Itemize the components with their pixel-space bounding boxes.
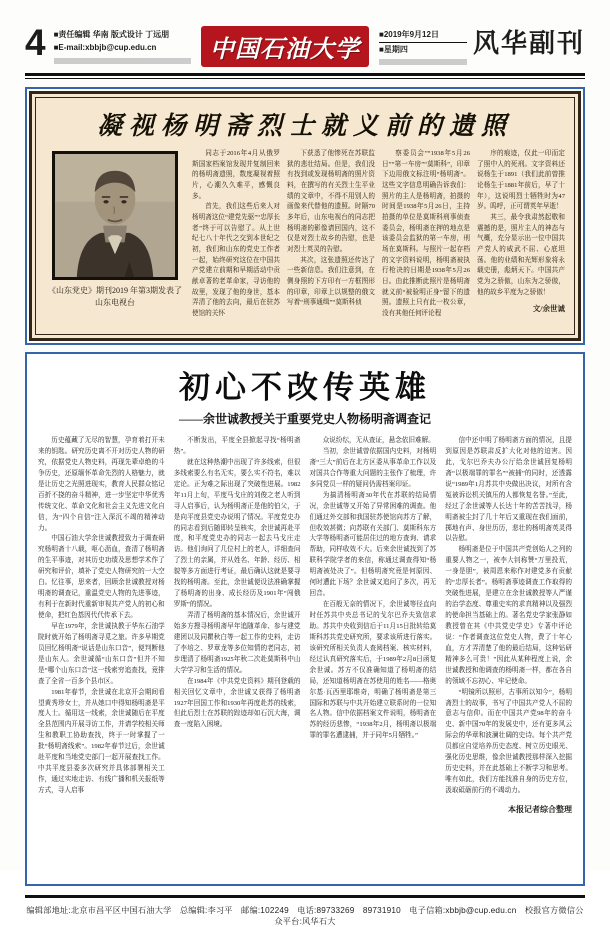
date-block bbox=[379, 29, 467, 65]
date-divider bbox=[379, 42, 467, 43]
paragraph: 其次，这张遗照还传达了一些新信息。我们注意到，在侧身照的下方印有一方框图形的印章，印章上以规整的俄文写着“刑事通缉”“莫斯科侦 bbox=[287, 256, 375, 307]
article2-title: 初心不改传英雄 bbox=[179, 370, 431, 405]
paragraph: 弄清了杨明斋的基本情况后，余世诚开始多方搜寻杨明斋早年追随革命、参与建党建团以及同瞿秋白等一起工作的史料，走访了李培之、罗章龙等多位知情的老同志，初步理清了杨明斋1925年秋二次赴莫斯科中山大学学习和生活的情况。 bbox=[173, 612, 301, 674]
paragraph: 其三，最令我肃然起敬和震撼的是，照片主人的神态与气概，充分显示出一位中国共产党人的威武不屈、心底坦荡。他的业绩和光辉形象将永载史册，彪炳天下。中国共产党为之骄傲，山东为之骄傲，他的故乡平度为之骄傲！ bbox=[477, 214, 565, 296]
article2-body bbox=[38, 436, 572, 874]
footer-info-line: 编辑部地址:北京市昌平区中国石油大学 总编辑:李习平 邮编:102249 电话:89733269 89731910 电子信箱:xbbjb@cup.edu.cn 校报官方微信公众平台:风华石大 bbox=[26, 906, 584, 926]
page-number: 4 bbox=[25, 22, 46, 63]
paragraph: 早在1979年，余世诚执教于华东石油学院时就开始了杨明斋寻觅之旅。许多早期党员回忆杨明斋“说话是山东口音”，便判断他是山东人。余世诚循“山东口音”但并不知是“哪个山东口音”这一线索穷追查找，竟排查了全省一百多个县市区。 bbox=[38, 622, 165, 685]
article2-column-1 bbox=[38, 436, 165, 874]
paragraph: 在1984年《中共党史资料》期刊登载的相关回忆文章中，余世诚又获得了杨明斋1927年回国工作和1930年再度赴苏的线索，但此后烈士在苏联的踪迹却如石沉大海，调查一度陷入困境。 bbox=[173, 677, 301, 729]
paragraph: 同志于2016年4月从俄罗斯国家档案馆发现并复制回来的杨明斋遗照，数度凝视着照片，心潮久久难平，感慨良多。 bbox=[192, 150, 280, 200]
article1-column-2 bbox=[287, 149, 375, 327]
paragraph: 下获悉了他惨死在苏联监狱的悲壮结局。但是，我们没有找到或发现杨明斋的照片资料，在撰写的有关烈士生平业绩的文章中，不得不用别人的画像来代替他的遗照。时隔70多年后，山东电视台的同志把杨明斋的影像请回国内，这不仅是对烈士故乡的告慰，也是对烈士英灵的告慰。 bbox=[287, 150, 375, 254]
paragraph: 众说纷纭，无从查证，悬念依旧难解。 bbox=[322, 437, 435, 444]
paragraph: 1981年春节，余世诚在北京开会期间看望黄秀珍女士，并从她口中得知杨明斋是平度人士。循用这一线索，余世诚随后在平度全县范围内开展寻访工作，并请学校相关师生和教职工协助查找，终于一时掌握了一批“杨明斋线索”。1982年春节过后，余世诚赴平度和当地党史部门一起开展查找工作。中共平度县委多次研究并具体部署相关工作，通过实地走访、有线广播和机关报纸等方式，寻人启事 bbox=[38, 688, 165, 794]
article2-frame bbox=[25, 352, 585, 886]
paragraph: “明镜所以照形，古事所以知今”，杨明斋烈士的故事，书写了中国共产党人不屈的意志与信仰。而在中国共产党98年的奋斗史、新中国70年的发展史中，还有更多风云际会的华章和波澜壮阔的史诗。每个共产党员都应自觉培养历史态度、树立历史眼光、强化历史思维，像余世诚教授那样深入挖掘历史史料，并在此基础上不断学习和思考。唯有如此，我们方能找准自身的历史方位，汲取砥砺前行的不竭动力。 bbox=[445, 688, 572, 794]
photo-caption: 《山东党史》期刊2019 年第3期发表了山东电视台 bbox=[48, 286, 182, 307]
editor-line: ■责任编辑 华南 版式设计 丁远朋 bbox=[53, 30, 170, 39]
article1-title: 凝视杨明斋烈士就义前的遗照 bbox=[96, 113, 513, 140]
article2-column-2 bbox=[174, 436, 301, 874]
header-rule-thin bbox=[25, 78, 585, 79]
portrait-photo bbox=[52, 151, 178, 280]
article1-column-1 bbox=[192, 149, 280, 327]
paragraph: 序的痕迹，仅此一印而定了照中人的死刑。文字资料还说杨生于1891（我们此前曾推论杨生于1881年前后，早了十年），这说明烈士牺牲时为47岁。呜呼，正可谓英年早逝！ bbox=[477, 150, 565, 211]
article2-column-4-text bbox=[445, 436, 572, 797]
header-rule-thick bbox=[25, 73, 585, 76]
masthead-banner bbox=[201, 26, 369, 67]
article1-column-4-text bbox=[477, 149, 565, 298]
footer-rule bbox=[25, 895, 585, 898]
paragraph: 察委员会”“1938年5月26日”“第一车房”“莫斯科”，印章下边用俄文标注明“杨明斋”。这些文字信息明确告诉我们：照片的主人是杨明斋，拍摄的时间是1938年5月26日，主持拍摄的单位是莫斯科刑事侦查委员会，杨明斋在押的地点是该委员会监狱的第一车房，刑场在莫斯科。与照片一起存档的文字资料说明，杨明斋被执行枪决的日期是1938年5月26日。由此推断此照片是杨明斋就义前“被验明正身”留下的遗照。遗照上只有此一枚公章，没有其他任何评论程 bbox=[382, 150, 470, 318]
article1-body bbox=[45, 149, 565, 327]
article1-column-4 bbox=[477, 149, 565, 327]
paragraph: 为搞清杨明斋30年代在苏联的结局情况，余世诚等又开始了异常困难的调查。他们通过外交部和我国驻苏使馆向苏方了解，但收效甚微；向苏联有关部门、莫斯科东方大学等杨明斋可能居住过的地方查询、请求帮助，同样收效不大。后来余世诚找到了苏联科学院学者的来信，称通过调查得知“杨明斋被处决了”。但杨明斋究竟是何原因、何时遭此下场？余世诚又追问了多次，再无回音。 bbox=[309, 491, 437, 598]
paragraph: 中国石油大学余世诚教授致力于调查研究杨明斋十八载，呕心沥血，查清了杨明斋的生平事迹，对其历史功绩及思想学术作了研究和评价，填补了党史人物研究的一大空白。忆往事，思来者，回顾余世诚教授对杨明斋的调查记，重温党史人物的先进事迹，有利于在新时代重新审视共产党人的初心和使命，把红色基因代代传承下去。 bbox=[38, 535, 165, 619]
weekday-line: ■星期四 bbox=[378, 45, 408, 54]
article2-tagline: 本报记者综合整理 bbox=[508, 804, 572, 814]
page-header bbox=[25, 22, 585, 67]
paragraph: 信中还申明了杨明斋方面的情况，且提到原因是苏联肃反扩大化对他的迫害。因此，戈尔巴乔夫办公厅给余世诚回复杨明斋“以极端罪的罪名”“被捕”的同时，还透露说“1989年1月苏共中央做出决议，对所有含冤被诉讼机关镇压的人都恢复名誉。”至此，经过了余世诚等人长达十年的苦苦找寻，杨明斋被尘封了几十年后又重现在我们面前，掷地有声、身世历历，悲壮的杨明斋英灵得以告慰。 bbox=[445, 437, 572, 543]
article2-column-3 bbox=[310, 436, 437, 874]
date-line: ■2019年9月12日 bbox=[378, 30, 439, 39]
paragraph: 就在这种热潮中出现了许多线索，但很多线索要么有名无实，要么实不符名，难以定论。正为难之际出现了突破性进展。1982年11月上旬，平度马戈庄的刘俊之老人听到寻人启事后，认为杨明斋正是他的伯父，于是向平度县党史办说明了情况。平度党史办的同志看到后随即转呈核实，余世诚再赴平度，和平度党史办的同志一起去马戈庄走访。他们询问了几位村上的老人，详细查问了烈士的亲属，并从姓名、年龄、经历、相貌等多方面进行考证，最后确认这就是要寻找的杨明斋。至此，余世诚便设法准确掌握了杨明斋的出身、成长经历及1901年“闯俄罗斯”的情况。 bbox=[173, 458, 301, 609]
date-section-block bbox=[379, 26, 585, 65]
paragraph: 历史蕴藏了无尽的智慧，孕育着打开未来的钥匙。研究历史离不开对历史人物的研究，依据党史人物史料，再现先辈卓绝的斗争历史，还原缅怀革命先烈的人格魅力，就是让历史之光照进现实，教育人民群众铭记百折不挠的奋斗精神，进一步坚定中华优秀传统文化、革命文化和社会主义先进文化自信，为“四个自信”注入深沉不竭的精神动力。 bbox=[38, 437, 165, 532]
header-gray-strip-left bbox=[54, 58, 191, 64]
article2-subtitle: ——余世诚教授关于重要党史人物杨明斋调查记 bbox=[178, 412, 431, 426]
email-line: ■E-mail:xbbjb@cup.edu.cn bbox=[53, 42, 157, 52]
portrait-illustration bbox=[55, 154, 175, 277]
paragraph: 杨明斋是位于中国共产党创始人之列的重要人物之一，被李大钊称赞“万里投荒，一身是胆”，被周恩来称作对建党多有贡献的“忠厚长者”。杨明斋事迹调查工作取得的突破性进展，是建立在余世诚教授等人严谨的治学态度、尊重史实的求真精神以及强烈的使命担当基础上的。著名党史学家张静如教授曾在其《中共党史学史》专著中评论说：“作者调查这位党史人物，费了十年心血，方才弄清楚了他的最后结局，这种钻研精神多么可贵！”因此从某种程度上说，余世诚教授和他调查的杨明斋一样，都在各自的领域不忘初心、牢记使命。 bbox=[445, 546, 572, 685]
paragraph: 首先，我们这些后来人对杨明斋这位“建党先驱”“忠厚长者”终于可以告慰了。从上世纪七八十年代之交到本世纪之初，我们和山东的党史工作者一起，始终研究这位在中国共产党建立前期和早期活动中贡献卓著的老革命家，寻访他的故里，发现了他的身世，基本弄清了他的去向，最后在驻苏使馆的关怀 bbox=[192, 203, 280, 318]
photo-block bbox=[45, 149, 185, 327]
article2-column-4 bbox=[445, 436, 572, 874]
article1-outer-frame bbox=[25, 87, 585, 345]
header-gray-strip-right bbox=[379, 59, 467, 65]
paragraph: 不断发出，平度全县掀起寻找“杨明斋热”。 bbox=[173, 437, 301, 455]
article1-inner-frame bbox=[35, 97, 575, 335]
article1-column-3 bbox=[382, 149, 470, 327]
article1-dark-frame bbox=[29, 91, 581, 341]
paragraph: 在百般无奈的情况下，余世诚等径直向时任苏共中央总书记的戈尔巴乔夫致信求助。苏共中央收到信后于11月15日批转给莫斯科苏共党史研究所，要求该所进行落实。该研究所相关负责人查阅档案、核实材料，经过认真研究落实后，于1989年2月8日函复余世诚。苏方不仅准确知道了杨明斋的结局，还知道杨明斋在苏使用的姓名——格奥尔基·瓦西里耶维奇，明确了杨明斋是第三国际和苏联与中共开始建立联系时的一位知名人物。信中依据档案文件说明，杨明斋在苏的经历悲惨，“1938年2月，杨明斋以极端罪的罪名遭逮捕，并于同年5月牺牲。” bbox=[309, 601, 437, 740]
editor-info-block bbox=[54, 26, 191, 64]
section-title: 风华副刊 bbox=[472, 28, 585, 58]
article1-byline: 文/余世诚 bbox=[532, 304, 565, 314]
paragraph: 当初，余世诚曾依据国内史料，对杨明斋“三大”前后在北方区委从事革命工作以及对国共合作等重大问题的主张作了梳理，许多同党员一样的疑问仍需档案印证。 bbox=[309, 447, 437, 488]
masthead-title: 中国石油大学 bbox=[209, 37, 360, 63]
